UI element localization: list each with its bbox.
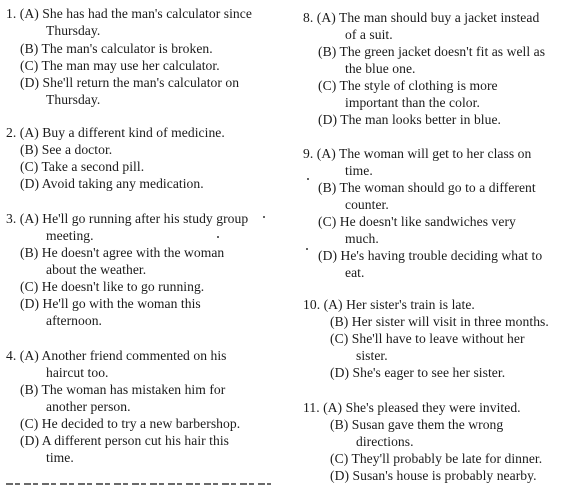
option-letter: (D) — [20, 176, 40, 191]
option-text: The man should buy a jacket instead — [338, 10, 540, 25]
scan-speck — [217, 236, 219, 238]
option-letter: (B) — [318, 180, 337, 195]
option-letter: (D) — [318, 112, 338, 127]
question-1-option-b — [20, 40, 213, 57]
option-text-continuation: meeting. — [46, 228, 94, 243]
option-letter: (B) — [20, 245, 39, 260]
option-text: The man may use her calculator. — [41, 58, 220, 73]
option-text-continuation: another person. — [46, 399, 131, 414]
question-number: 2. — [6, 125, 17, 140]
option-text: She has had the man's calculator since — [42, 6, 252, 21]
option-text-continuation: afternoon. — [46, 313, 102, 328]
option-letter: (C) — [20, 58, 39, 73]
question-number: 9. — [303, 146, 314, 161]
question-3-option-c — [20, 278, 204, 295]
option-letter: (D) — [20, 296, 40, 311]
question-11-option-b — [330, 416, 503, 433]
option-text-continuation: time. — [46, 450, 74, 465]
question-number: 10. — [303, 297, 321, 312]
option-text: The woman has mistaken him for — [41, 382, 226, 397]
option-text: The style of clothing is more — [339, 78, 498, 93]
option-letter: (A) — [323, 297, 343, 312]
option-text-continuation: important than the color. — [345, 95, 480, 110]
option-text: Avoid taking any medication. — [41, 176, 204, 191]
option-text-continuation: eat. — [345, 265, 365, 280]
option-text: She's pleased they were invited. — [345, 400, 521, 415]
question-9-option-d — [318, 247, 542, 264]
scan-speck — [263, 216, 265, 218]
question-2-option-d — [20, 175, 204, 192]
option-letter: (A) — [19, 6, 39, 21]
question-8-option-d — [318, 111, 501, 128]
option-letter: (D) — [330, 468, 350, 483]
option-letter: (B) — [20, 142, 39, 157]
option-letter: (C) — [20, 159, 39, 174]
option-letter: (A) — [19, 125, 39, 140]
question-1-option-c — [20, 57, 220, 74]
cut-off-next-line — [6, 481, 271, 486]
option-text-continuation: Thursday. — [46, 92, 101, 107]
option-text: The woman should go to a different — [339, 180, 536, 195]
question-3-option-b — [20, 244, 224, 261]
question-4-option-c — [20, 415, 240, 432]
question-4-option-d — [20, 432, 229, 449]
question-2-option-c — [20, 158, 144, 175]
option-text: He doesn't agree with the woman — [41, 245, 225, 260]
question-10-option-a — [303, 296, 475, 313]
option-letter: (D) — [20, 75, 40, 90]
option-letter: (B) — [330, 314, 349, 329]
option-letter: (D) — [318, 248, 338, 263]
question-number: 4. — [6, 348, 17, 363]
option-text-continuation: of a suit. — [345, 27, 393, 42]
option-text: He'll go with the woman this — [42, 296, 201, 311]
option-text: The man looks better in blue. — [340, 112, 501, 127]
question-number: 3. — [6, 211, 17, 226]
question-number: 11. — [303, 400, 320, 415]
question-11-option-d — [330, 467, 537, 484]
question-number: 8. — [303, 10, 314, 25]
option-text: He doesn't like sandwiches very — [339, 214, 516, 229]
option-text: The man's calculator is broken. — [41, 41, 213, 56]
option-letter: (A) — [316, 146, 336, 161]
question-10-option-d — [330, 364, 505, 381]
option-letter: (B) — [20, 382, 39, 397]
question-8-option-a — [303, 9, 539, 26]
option-text: The green jacket doesn't fit as well as — [339, 44, 546, 59]
question-8-option-c — [318, 77, 498, 94]
option-text-continuation: counter. — [345, 197, 389, 212]
option-text-continuation: much. — [345, 231, 379, 246]
option-letter: (C) — [20, 279, 39, 294]
question-11-option-a — [303, 399, 521, 416]
option-text: He decided to try a new barbershop. — [41, 416, 241, 431]
option-text-continuation: directions. — [356, 434, 414, 449]
option-letter: (C) — [318, 214, 337, 229]
question-4-option-b — [20, 381, 225, 398]
scan-speck — [307, 178, 309, 180]
option-text-continuation: the blue one. — [345, 61, 416, 76]
question-9-option-b — [318, 179, 536, 196]
option-text: A different person cut his hair this — [41, 433, 230, 448]
option-text-continuation: time. — [345, 163, 373, 178]
option-text: Her sister's train is late. — [346, 297, 475, 312]
option-letter: (C) — [318, 78, 337, 93]
option-text-continuation: about the weather. — [46, 262, 147, 277]
question-1-option-d — [20, 74, 239, 91]
option-text-continuation: Thursday. — [46, 23, 101, 38]
option-text: He'll go running after his study group — [42, 211, 249, 226]
option-text: Take a second pill. — [41, 159, 145, 174]
option-letter: (A) — [316, 10, 336, 25]
option-letter: (A) — [323, 400, 343, 415]
option-text: He doesn't like to go running. — [41, 279, 205, 294]
option-letter: (B) — [330, 417, 349, 432]
question-10-option-b — [330, 313, 549, 330]
question-3-option-d — [20, 295, 201, 312]
option-text: They'll probably be late for dinner. — [351, 451, 543, 466]
question-10-option-c — [330, 330, 525, 347]
option-text: She'll return the man's calculator on — [42, 75, 240, 90]
option-text: See a doctor. — [41, 142, 113, 157]
question-1-option-a — [6, 5, 252, 22]
option-text: Her sister will visit in three months. — [351, 314, 549, 329]
option-letter: (C) — [330, 451, 349, 466]
option-letter: (D) — [20, 433, 40, 448]
option-letter: (C) — [20, 416, 39, 431]
scan-speck — [306, 248, 308, 250]
option-text-continuation: haircut too. — [46, 365, 109, 380]
question-3-option-a — [6, 210, 248, 227]
question-2-option-b — [20, 141, 112, 158]
option-letter: (B) — [318, 44, 337, 59]
option-letter: (B) — [20, 41, 39, 56]
option-text-continuation: sister. — [356, 348, 388, 363]
option-text: Another friend commented on his — [41, 348, 227, 363]
option-letter: (A) — [19, 211, 39, 226]
question-8-option-b — [318, 43, 545, 60]
option-letter: (D) — [330, 365, 350, 380]
question-11-option-c — [330, 450, 542, 467]
question-9-option-c — [318, 213, 516, 230]
option-letter: (C) — [330, 331, 349, 346]
option-text: He's having trouble deciding what to — [340, 248, 543, 263]
question-number: 1. — [6, 6, 17, 21]
option-text: She's eager to see her sister. — [352, 365, 506, 380]
option-text: The woman will get to her class on — [338, 146, 532, 161]
option-letter: (A) — [19, 348, 39, 363]
option-text: Susan's house is probably nearby. — [352, 468, 537, 483]
question-4-option-a — [6, 347, 227, 364]
question-2-option-a — [6, 124, 225, 141]
option-text: Buy a different kind of medicine. — [42, 125, 225, 140]
option-text: She'll have to leave without her — [351, 331, 525, 346]
option-text: Susan gave them the wrong — [351, 417, 504, 432]
question-9-option-a — [303, 145, 531, 162]
